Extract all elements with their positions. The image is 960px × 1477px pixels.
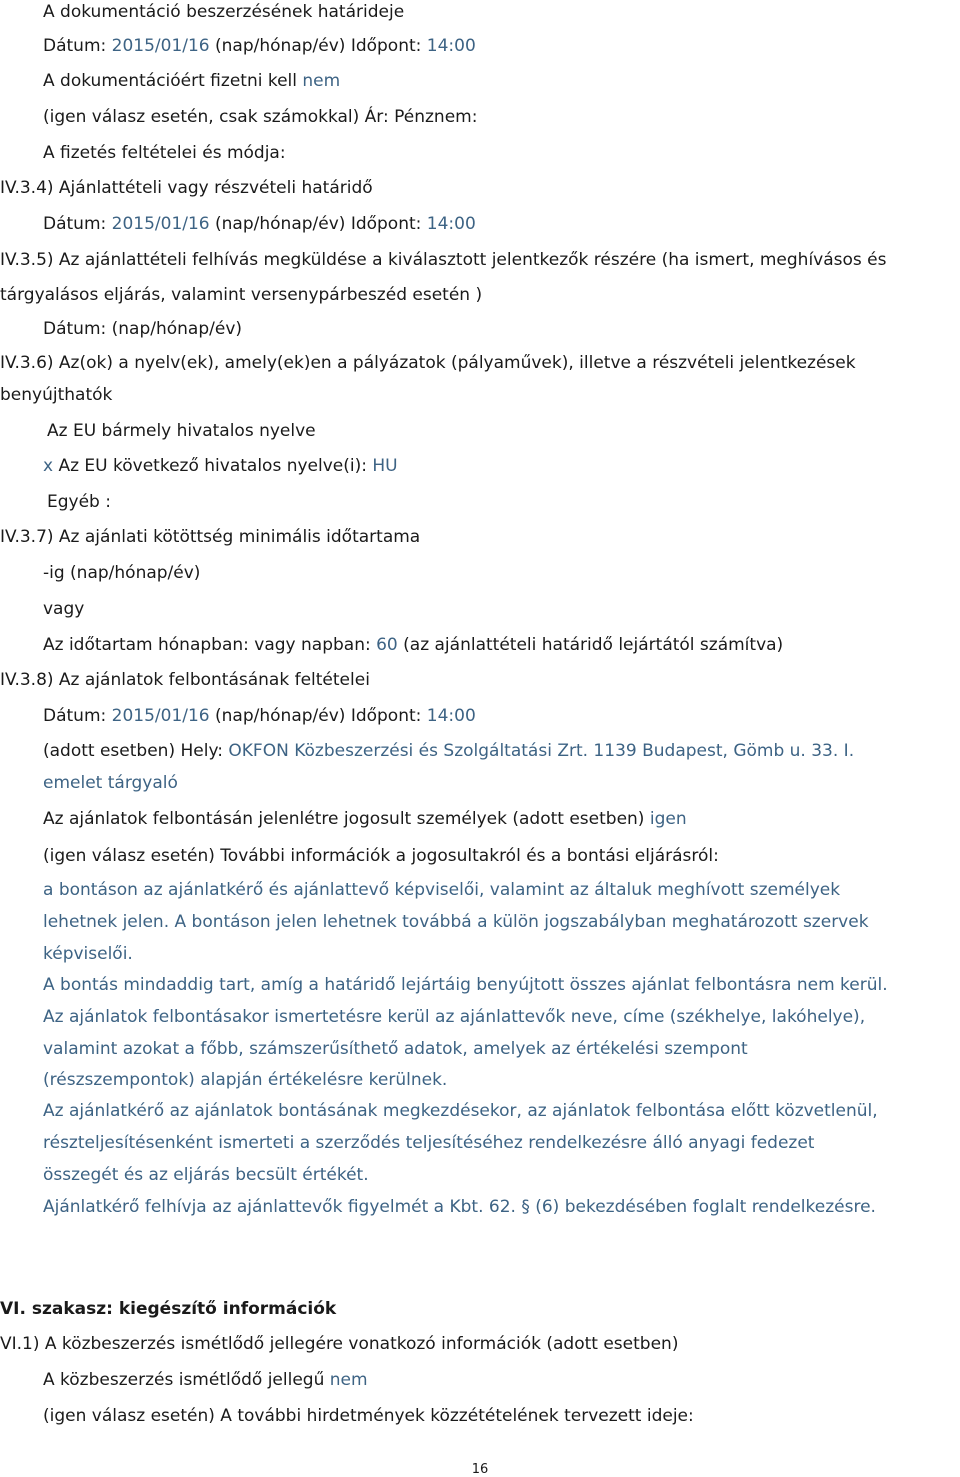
opening-info-paragraph: összegét és az eljárás becsült értékét. <box>43 1165 369 1185</box>
section-iv-3-5-heading: IV.3.5) Az ajánlattételi felhívás megküldése a kiválasztott jelentkezők részére (ha ismert, meghívásos és <box>0 250 887 270</box>
section-iv-3-6-continuation: benyújthatók <box>0 385 113 405</box>
doc-payment-line: A dokumentációért fizetni kell nem <box>43 71 341 91</box>
date-value: 2015/01/16 <box>111 214 210 234</box>
opening-info-paragraph: Az ajánlatok felbontásakor ismertetésre kerül az ajánlattevők neve, címe (székhelye, lakóhelye), <box>43 1007 866 1027</box>
further-info-line: (igen válasz esetén) További információk a jogosultakról és a bontási eljárásról: <box>43 846 719 866</box>
time-value: 14:00 <box>426 214 476 234</box>
opening-info-paragraph: Ajánlatkérő felhívja az ajánlattevők figyelmét a Kbt. 62. § (6) bekezdésében foglalt rendelkezésre. <box>43 1197 876 1217</box>
attendance-value: igen <box>649 809 687 829</box>
opening-info-paragraph: képviselői. <box>43 944 133 964</box>
section-iv-3-8-heading: IV.3.8) Az ajánlatok felbontásának feltételei <box>0 670 370 690</box>
language-option-other: Egyéb : <box>47 492 111 512</box>
invitation-date-line: Dátum: (nap/hónap/év) <box>43 319 243 339</box>
doc-deadline-heading: A dokumentáció beszerzésének határideje <box>43 2 405 22</box>
opening-place-continuation: emelet tárgyaló <box>43 773 178 793</box>
date-value: 2015/01/16 <box>111 36 210 56</box>
checkbox-mark: x <box>43 456 54 476</box>
attendance-line: Az ajánlatok felbontásán jelenlétre jogosult személyek (adott esetben) igen <box>43 809 687 829</box>
opening-info-paragraph: lehetnek jelen. A bontáson jelen lehetnek továbbá a külön jogszabályban meghatározott szervek <box>43 912 869 932</box>
time-value: 14:00 <box>426 36 476 56</box>
validity-until-line: -ig (nap/hónap/év) <box>43 563 201 583</box>
opening-place-line: (adott esetben) Hely: OKFON Közbeszerzési és Szolgáltatási Zrt. 1139 Budapest, Gömb u. 33. I. <box>43 741 855 761</box>
bid-deadline-date-line: Dátum: 2015/01/16 (nap/hónap/év) Időpont: 14:00 <box>43 214 476 234</box>
recurring-value: nem <box>329 1370 368 1390</box>
recurring-line: A közbeszerzés ismétlődő jellegű nem <box>43 1370 368 1390</box>
payment-value: nem <box>302 71 341 91</box>
opening-info-paragraph: Az ajánlatkérő az ajánlatok bontásának megkezdésekor, az ajánlatok felbontása előtt közvetlenül, <box>43 1101 878 1121</box>
section-iv-3-5-continuation: tárgyalásos eljárás, valamint versenypárbeszéd esetén ) <box>0 285 483 305</box>
opening-info-paragraph: részteljesítésenként ismerteti a szerződés teljesítéséhez rendelkezésre álló anyagi fedezet <box>43 1133 815 1153</box>
language-option-following: x Az EU következő hivatalos nyelve(i): HU <box>43 456 398 476</box>
opening-info-paragraph: a bontáson az ajánlatkérő és ajánlattevő képviselői, valamint az általuk meghívott személyek <box>43 880 841 900</box>
section-vi-1-heading: VI.1) A közbeszerzés ismétlődő jellegére vonatkozó információk (adott esetben) <box>0 1334 679 1354</box>
doc-deadline-date-line: Dátum: 2015/01/16 (nap/hónap/év) Időpont: 14:00 <box>43 36 476 56</box>
opening-info-paragraph: (részszempontok) alapján értékelésre kerülnek. <box>43 1070 448 1090</box>
opening-info-paragraph: valamint azokat a főbb, számszerűsíthető adatok, amelyek az értékelési szempont <box>43 1039 748 1059</box>
time-value: 14:00 <box>426 706 476 726</box>
section-iv-3-7-heading: IV.3.7) Az ajánlati kötöttség minimális időtartama <box>0 527 421 547</box>
language-value: HU <box>372 456 398 476</box>
validity-or-line: vagy <box>43 599 85 619</box>
opening-date-line: Dátum: 2015/01/16 (nap/hónap/év) Időpont: 14:00 <box>43 706 476 726</box>
section-iv-3-6-heading: IV.3.6) Az(ok) a nyelv(ek), amely(ek)en a pályázatok (pályaművek), illetve a részvételi jelentkezések <box>0 353 856 373</box>
opening-info-paragraph: A bontás mindaddig tart, amíg a határidő lejártáig benyújtott összes ajánlat felbontásra nem kerül. <box>43 975 888 995</box>
price-currency-line: (igen válasz esetén, csak számokkal) Ár: Pénznem: <box>43 107 478 127</box>
next-notice-line: (igen válasz esetén) A további hirdetmények közzétételének tervezett ideje: <box>43 1406 694 1426</box>
days-value: 60 <box>376 635 398 655</box>
validity-duration-line: Az időtartam hónapban: vagy napban: 60 (az ajánlattételi határidő lejártától számítva) <box>43 635 784 655</box>
section-iv-3-4-heading: IV.3.4) Ajánlattételi vagy részvételi határidő <box>0 178 373 198</box>
date-value: 2015/01/16 <box>111 706 210 726</box>
payment-terms-line: A fizetés feltételei és módja: <box>43 143 286 163</box>
language-option-any-eu: Az EU bármely hivatalos nyelve <box>47 421 316 441</box>
page-number: 16 <box>471 1462 489 1477</box>
section-vi-heading: VI. szakasz: kiegészítő információk <box>0 1299 337 1319</box>
place-value: OKFON Közbeszerzési és Szolgáltatási Zrt. 1139 Budapest, Gömb u. 33. I. <box>228 741 855 761</box>
